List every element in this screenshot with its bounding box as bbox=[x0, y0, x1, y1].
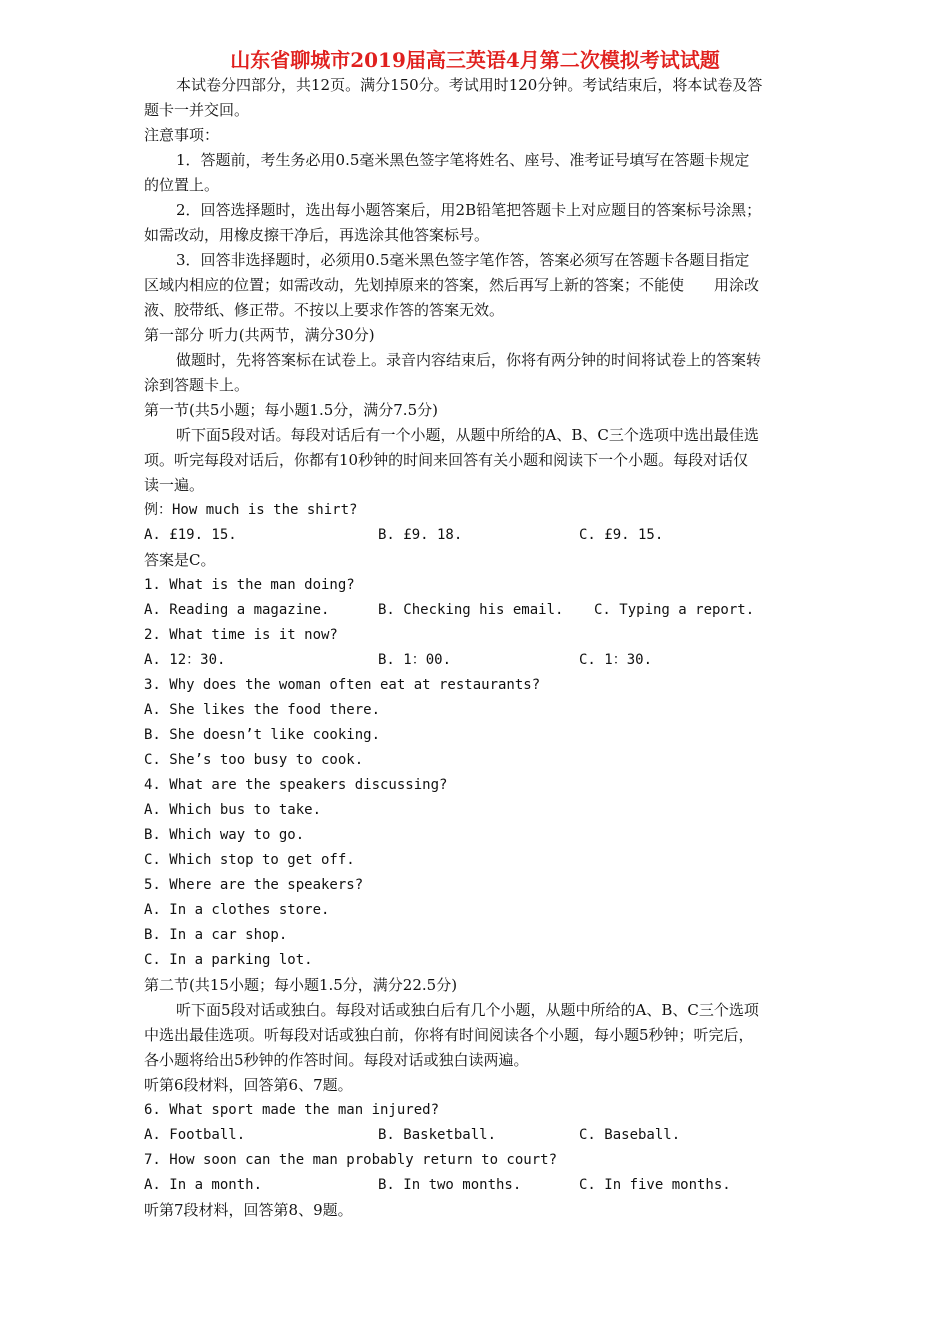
exam-body bbox=[144, 73, 837, 1223]
section2-instruction: 听下面5段对话或独白。每段对话或独白后有几个小题，从题中所给的A、B、C三个选项 bbox=[176, 1001, 759, 1019]
option-c: C. 1：30. bbox=[579, 652, 653, 668]
notice-item-3-cont: 液、胶带纸、修正带。不按以上要求作答的答案无效。 bbox=[144, 301, 505, 319]
question-7: 7. How soon can the man probably return to court? bbox=[144, 1152, 558, 1168]
question-4: 4. What are the speakers discussing? bbox=[144, 777, 448, 793]
question-3: 3. Why does the woman often eat at restaurants? bbox=[144, 677, 541, 693]
option-b: B. Which way to go. bbox=[144, 827, 305, 843]
option-b: B. Checking his email. bbox=[378, 602, 564, 618]
part1-instruction: 涂到答题卡上。 bbox=[144, 376, 250, 394]
question-2-options bbox=[144, 648, 837, 673]
section2-instruction: 各小题将给出5秒钟的作答时间。每段对话或独白读两遍。 bbox=[144, 1051, 529, 1069]
question-5: 5. Where are the speakers? bbox=[144, 877, 364, 893]
notice-item-3-cont: 区域内相应的位置；如需改动，先划掉原来的答案，然后再写上新的答案；不能使 用涂改 bbox=[144, 276, 760, 294]
option-a: A. Which bus to take. bbox=[144, 802, 322, 818]
question-1: 1. What is the man doing? bbox=[144, 577, 355, 593]
material-6-heading: 听第6段材料，回答第6、7题。 bbox=[144, 1076, 353, 1094]
option-a: A. She likes the food there. bbox=[144, 702, 381, 718]
option-c: C. Baseball. bbox=[579, 1127, 681, 1143]
option-b: B. In a car shop. bbox=[144, 927, 288, 943]
section1-instruction: 项。听完每段对话后，你都有10秒钟的时间来回答有关小题和阅读下一个小题。每段对话仅 bbox=[144, 451, 749, 469]
notice-item-3: 3．回答非选择题时，必须用0.5毫米黑色签字笔作答，答案必须写在答题卡各题目指定 bbox=[176, 251, 750, 269]
question-6: 6. What sport made the man injured? bbox=[144, 1102, 440, 1118]
option-b: B. Basketball. bbox=[378, 1127, 497, 1143]
option-a: A. Reading a magazine. bbox=[144, 602, 330, 618]
section2-instruction: 中选出最佳选项。听每段对话或独白前，你将有时间阅读各个小题，每小题5秒钟；听完后， bbox=[144, 1026, 754, 1044]
page-title: 山东省聊城市2019届高三英语4月第二次模拟考试试题 bbox=[230, 48, 720, 72]
question-2: 2. What time is it now? bbox=[144, 627, 338, 643]
option-c: C. Typing a report. bbox=[594, 602, 755, 618]
option-b: B. In two months. bbox=[378, 1177, 522, 1193]
section1-heading: 第一节(共5小题；每小题1.5分，满分7.5分) bbox=[144, 401, 438, 419]
option-a: A. 12：30. bbox=[144, 652, 226, 668]
option-a: A. In a month. bbox=[144, 1177, 263, 1193]
notice-heading: 注意事项： bbox=[144, 126, 220, 144]
option-a: A. In a clothes store. bbox=[144, 902, 330, 918]
example-answer: 答案是C。 bbox=[144, 551, 216, 569]
section1-instruction: 听下面5段对话。每段对话后有一个小题，从题中所给的A、B、C三个选项中选出最佳选 bbox=[176, 426, 759, 444]
option-a: A. £19. 15. bbox=[144, 527, 237, 543]
option-c: C. In five months. bbox=[579, 1177, 731, 1193]
option-b: B. £9. 18. bbox=[378, 527, 463, 543]
question-6-options bbox=[144, 1123, 837, 1148]
material-7-heading: 听第7段材料，回答第8、9题。 bbox=[144, 1201, 353, 1219]
notice-item-2-cont: 如需改动，用橡皮擦干净后，再选涂其他答案标号。 bbox=[144, 226, 490, 244]
notice-item-1-cont: 的位置上。 bbox=[144, 176, 220, 194]
question-1-options bbox=[144, 598, 837, 623]
part1-instruction: 做题时，先将答案标在试卷上。录音内容结束后，你将有两分钟的时间将试卷上的答案转 bbox=[176, 351, 762, 369]
option-a: A. Football. bbox=[144, 1127, 246, 1143]
option-c: C. In a parking lot. bbox=[144, 952, 313, 968]
option-c: C. Which stop to get off. bbox=[144, 852, 355, 868]
question-7-options bbox=[144, 1173, 837, 1198]
intro-line: 题卡一并交回。 bbox=[144, 101, 250, 119]
option-b: B. She doesn’t like cooking. bbox=[144, 727, 381, 743]
option-c: C. £9. 15. bbox=[579, 527, 664, 543]
intro-line: 本试卷分四部分，共12页。满分150分。考试用时120分钟。考试结束后，将本试卷及答 bbox=[176, 76, 763, 94]
notice-item-1: 1．答题前，考生务必用0.5毫米黑色签字笔将姓名、座号、准考证号填写在答题卡规定 bbox=[176, 151, 750, 169]
example-question: 例：How much is the shirt? bbox=[144, 502, 358, 518]
option-c: C. She’s too busy to cook. bbox=[144, 752, 364, 768]
example-options bbox=[144, 523, 837, 548]
notice-item-2: 2．回答选择题时，选出每小题答案后，用2B铅笔把答题卡上对应题目的答案标号涂黑； bbox=[176, 201, 762, 219]
option-b: B. 1：00. bbox=[378, 652, 452, 668]
section1-instruction: 读一遍。 bbox=[144, 476, 205, 494]
part1-heading: 第一部分 听力(共两节，满分30分) bbox=[144, 326, 375, 344]
section2-heading: 第二节(共15小题；每小题1.5分，满分22.5分) bbox=[144, 976, 458, 994]
